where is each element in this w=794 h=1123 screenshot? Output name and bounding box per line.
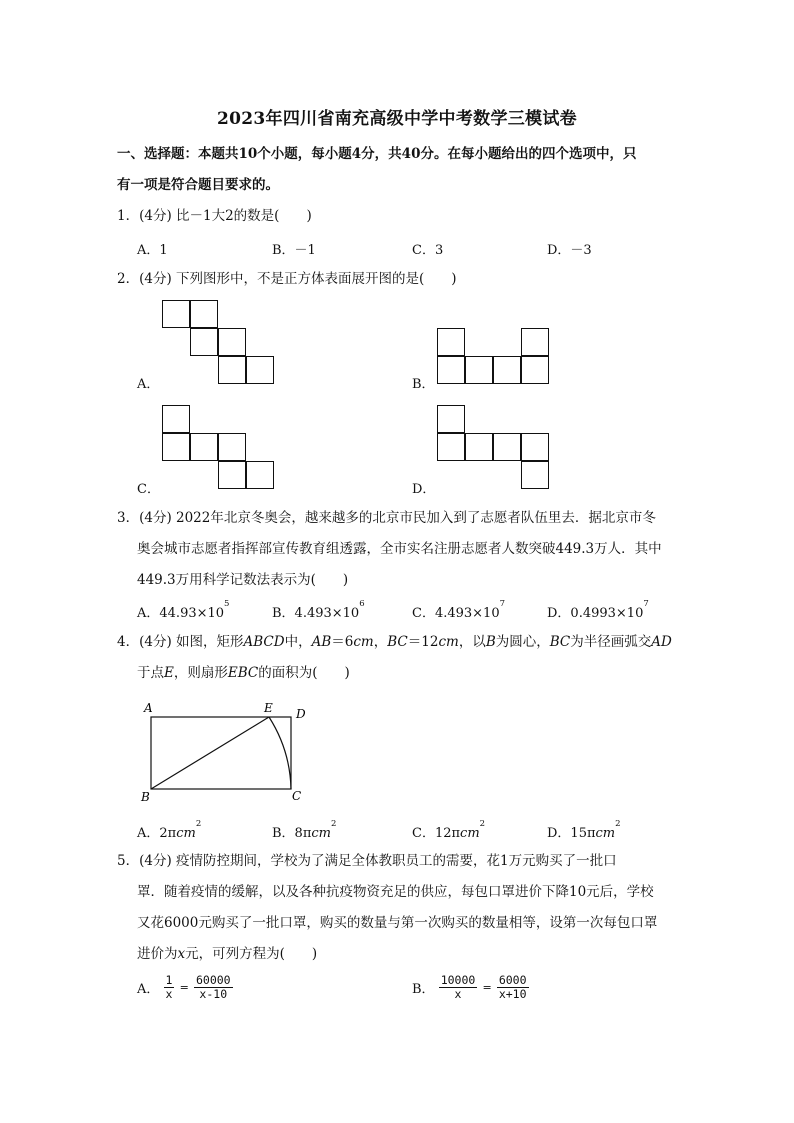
q1-option-b[interactable]: B．－1 bbox=[272, 243, 316, 258]
q4-line1: 4．(4分) 如图，矩形ABCD中，AB＝6cm，BC＝12cm，以B为圆心，BC为半径画弧交AD bbox=[117, 634, 672, 650]
arc-ec bbox=[269, 717, 291, 789]
q3-option-d[interactable]: D．$0.4993\times 10^7$ bbox=[547, 599, 649, 621]
label-b: B bbox=[141, 790, 150, 804]
q5-line1: 5．(4分) 疫情防控期间，学校为了满足全体教职员工的需要，花1万元购买了一批口 bbox=[117, 853, 617, 869]
label-c: C bbox=[292, 789, 302, 803]
q5-line3: 又花6000元购买了一批口罩，购买的数量与第一次购买的数量相等，设第一次每包口罩 bbox=[137, 915, 658, 931]
q2-option-d[interactable]: D． bbox=[412, 482, 436, 497]
label-a: A bbox=[144, 701, 153, 715]
section-header-line2: 有一项是符合题目要求的。 bbox=[117, 177, 279, 193]
q5-option-b[interactable]: B． $\frac{10000}{x}$ = $\frac{6000}{x+10}$ bbox=[412, 973, 527, 1001]
q2-option-a[interactable]: A． bbox=[137, 377, 160, 392]
section-header-line1: 一、选择题：本题共10个小题，每小题4分，共40分。在每小题给出的四个选项中，只 bbox=[117, 146, 637, 162]
rectangle-abcd bbox=[151, 717, 291, 789]
q2-option-c[interactable]: C． bbox=[137, 482, 160, 497]
q5-line4: 进价为x元，可列方程为( ) bbox=[137, 946, 318, 962]
q3-line1: 3．(4分) 2022年北京冬奥会，越来越多的北京市民加入到了志愿者队伍里去．据北京市冬 bbox=[117, 510, 656, 526]
q3-line3: 449.3万用科学记数法表示为( ) bbox=[137, 572, 349, 588]
q1-stem: 1．(4分) 比－1大2的数是( ) bbox=[117, 208, 312, 224]
q1-option-a[interactable]: A．1 bbox=[137, 243, 168, 258]
q3-option-b[interactable]: B．$4.493\times 10^6$ bbox=[272, 599, 365, 621]
q3-option-c[interactable]: C．$4.493\times 10^7$ bbox=[412, 599, 506, 621]
q3-line2: 奥会城市志愿者指挥部宣传教育组透露，全市实名注册志愿者人数突破449.3万人．其中 bbox=[137, 541, 662, 557]
q5-line2: 罩．随着疫情的缓解，以及各种抗疫物资充足的供应，每包口罩进价下降10元后，学校 bbox=[137, 884, 654, 900]
q4-option-a[interactable]: A．2πcm$^2$ bbox=[137, 819, 202, 841]
q2-option-b[interactable]: B． bbox=[412, 377, 435, 392]
label-d: D bbox=[296, 707, 306, 721]
q2-stem: 2．(4分) 下列图形中，不是正方体表面展开图的是( ) bbox=[117, 271, 457, 287]
q3-option-a[interactable]: A．$44.93\times 10^5$ bbox=[137, 599, 230, 621]
label-e: E bbox=[264, 701, 273, 715]
page-title: 2023年四川省南充高级中学中考数学三模试卷 bbox=[217, 109, 577, 129]
q1-option-d[interactable]: D．－3 bbox=[547, 243, 592, 258]
q4-line2: 于点E，则扇形EBC的面积为( ) bbox=[137, 665, 350, 681]
q4-option-d[interactable]: D．15πcm$^2$ bbox=[547, 819, 621, 841]
q4-rectangle-figure bbox=[138, 698, 318, 808]
q4-option-b[interactable]: B．8πcm$^2$ bbox=[272, 819, 337, 841]
q1-option-c[interactable]: C．3 bbox=[412, 243, 444, 258]
q4-option-c[interactable]: C．12πcm$^2$ bbox=[412, 819, 486, 841]
segment-be bbox=[151, 717, 269, 789]
q5-option-a[interactable]: A． $\frac{1}{x}$ = $\frac{60000}{x-10}$ bbox=[137, 973, 231, 1001]
